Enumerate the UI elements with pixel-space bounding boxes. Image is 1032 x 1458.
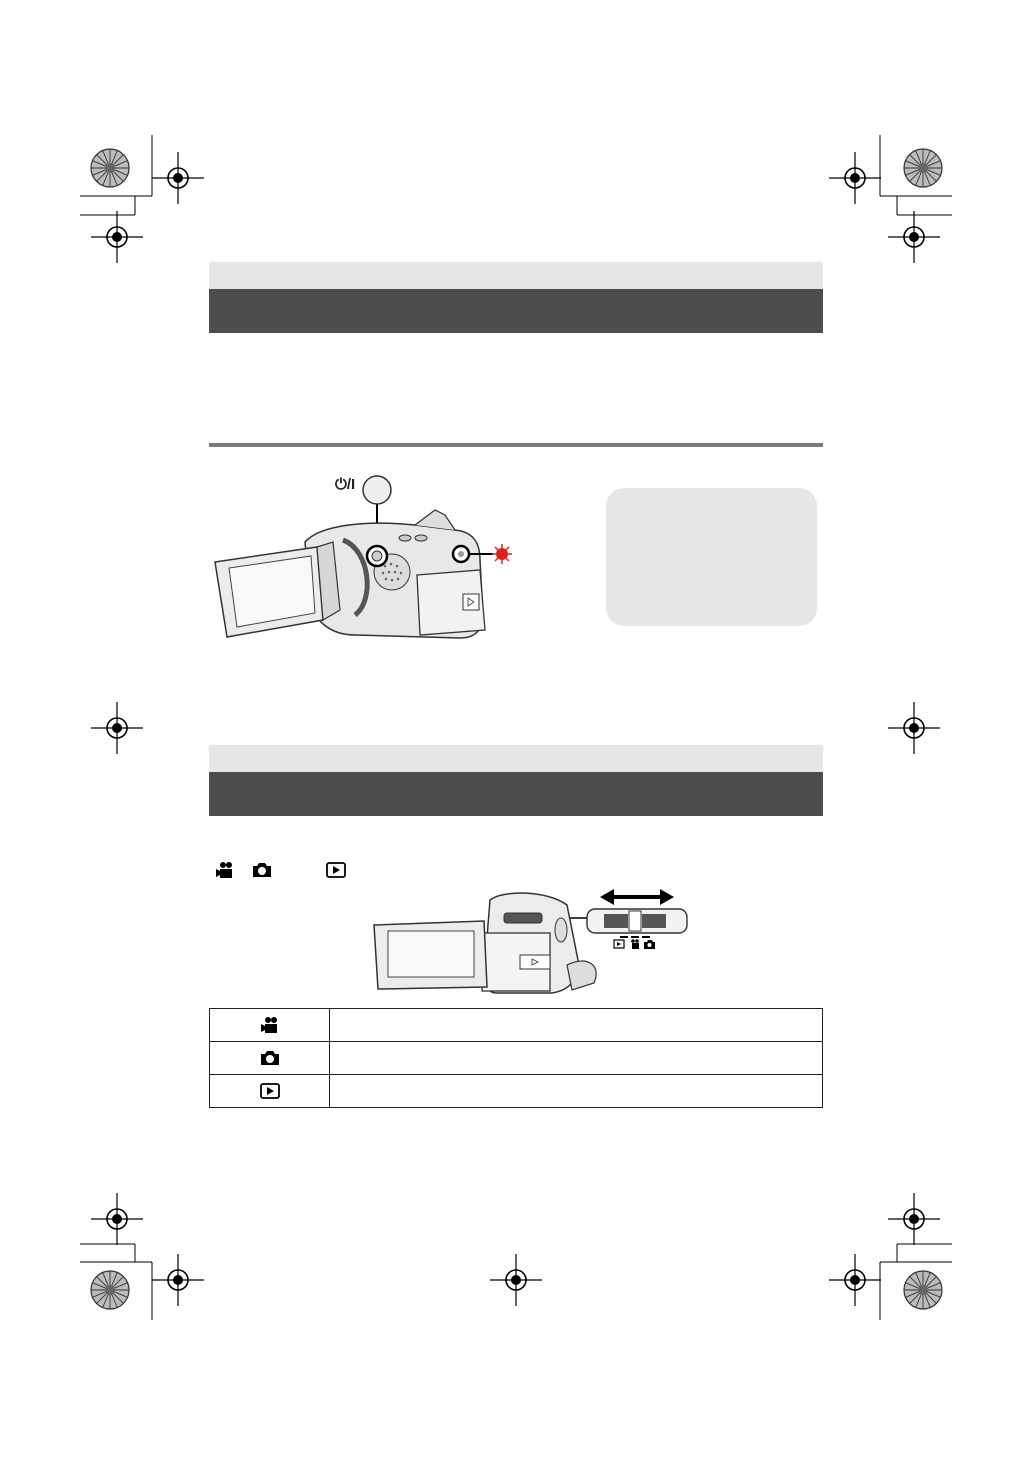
dial-playback-icon <box>614 940 624 948</box>
status-led-icon <box>492 544 512 564</box>
mode-description-cell <box>330 1042 823 1075</box>
power-button-label-text: ⏻/I <box>335 476 356 493</box>
mode-icon-cell <box>210 1009 330 1042</box>
section2-header-top-band <box>209 745 823 772</box>
camera-icon <box>251 861 273 879</box>
table-row <box>210 1075 823 1108</box>
crosshair-mark-bottom-left-1 <box>91 1193 143 1245</box>
playback-icon <box>260 1083 280 1099</box>
section1-title-bar <box>209 289 823 333</box>
starburst-mark-top-left <box>91 149 129 187</box>
mode-description-cell <box>330 1075 823 1108</box>
crosshair-mark-top-left-1 <box>152 152 204 204</box>
camcorder-power-illustration <box>205 470 525 645</box>
crosshair-mark-bottom-center <box>490 1254 542 1306</box>
section2-title-bar <box>209 772 823 816</box>
mode-icon-cell <box>210 1075 330 1108</box>
table-row <box>210 1009 823 1042</box>
info-callout-box <box>606 488 817 626</box>
playback-icon <box>326 862 346 878</box>
crosshair-mark-top-right-2 <box>888 211 940 263</box>
dial-motion-picture-icon <box>631 939 639 949</box>
section1-header-top-band <box>209 262 823 289</box>
motion-picture-icon <box>215 861 235 879</box>
motion-picture-icon <box>260 1016 280 1034</box>
mode-icons-intro <box>215 861 346 879</box>
crosshair-mark-top-right-1 <box>829 152 881 204</box>
mode-description-cell <box>330 1009 823 1042</box>
mode-icon-cell <box>210 1042 330 1075</box>
crosshair-mark-middle-right <box>888 702 940 754</box>
slide-direction-arrow-icon <box>600 889 674 905</box>
starburst-mark-bottom-right <box>904 1271 942 1309</box>
section1-divider <box>209 443 823 447</box>
mode-table <box>209 1008 823 1108</box>
starburst-mark-bottom-left <box>91 1271 129 1309</box>
crosshair-mark-bottom-right-2 <box>829 1254 881 1306</box>
crosshair-mark-top-left-2 <box>91 211 143 263</box>
crosshair-mark-bottom-right-1 <box>888 1193 940 1245</box>
power-button-callout <box>363 476 391 504</box>
mode-dial-illustration <box>372 885 692 997</box>
crosshair-mark-middle-left <box>91 702 143 754</box>
table-row <box>210 1042 823 1075</box>
crosshair-mark-bottom-left-2 <box>152 1254 204 1306</box>
starburst-mark-top-right <box>904 149 942 187</box>
dial-camera-icon <box>644 940 655 949</box>
camera-icon <box>259 1049 281 1067</box>
